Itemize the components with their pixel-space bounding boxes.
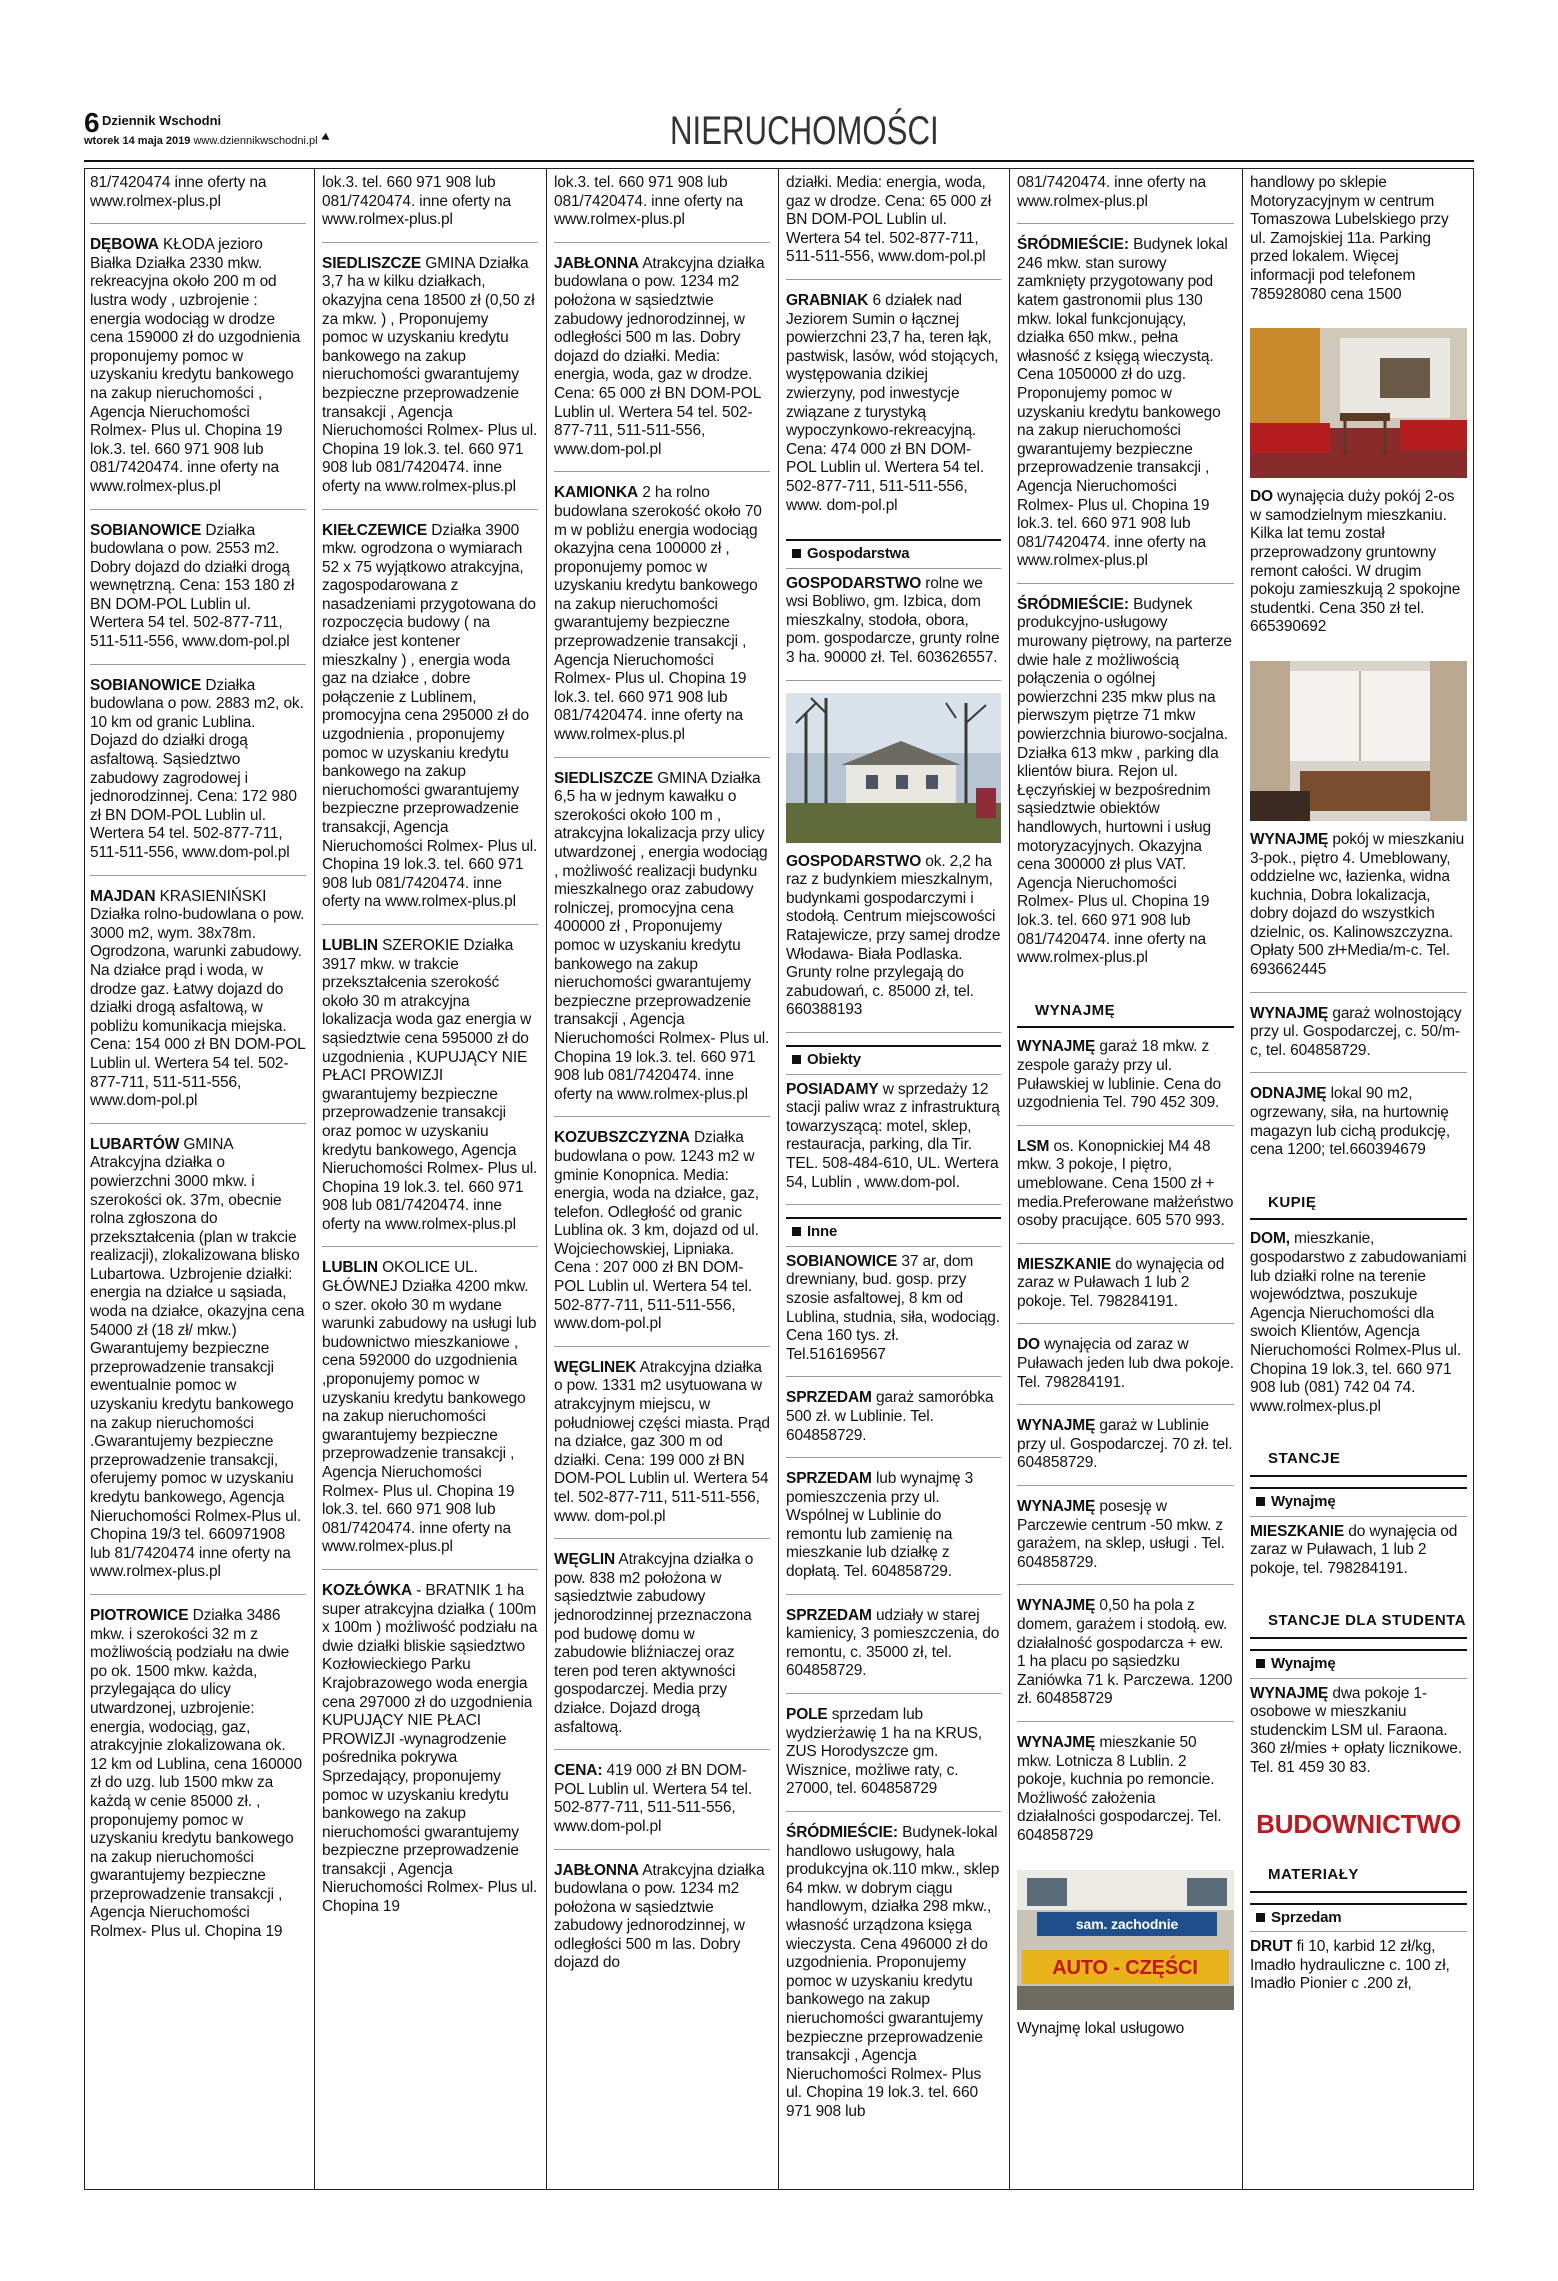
ad-keyword: SPRZEDAM xyxy=(786,1606,872,1624)
classified-ad xyxy=(1250,1523,1467,1591)
category-sprzedam: Sprzedam xyxy=(1250,1903,1467,1933)
farmhouse-photo xyxy=(786,693,1001,843)
category-inne: Inne xyxy=(786,1217,1001,1247)
ad-keyword: CENA: xyxy=(554,1762,603,1780)
classified-ad xyxy=(1250,1005,1467,1074)
ad-keyword: KAMIONKA xyxy=(554,484,639,502)
ad-text: Działka budowlana o pow. 2553 m2. Dobry dojazd do działki drogą wewnętrzną. Cena: 153 180 zł BN DOM-POL Lublin ul. Wertera 54 tel. 502-877-711, 511-511-556, www.dom-pol.pl xyxy=(90,521,295,651)
ad-keyword: WYNAJMĘ xyxy=(1250,1004,1329,1022)
section-stancje-dla-studenta: STANCJE DLA STUDENTA xyxy=(1250,1610,1467,1639)
ad-text: działki. Media: energia, woda, gaz w drodze. Cena: 65 000 zł BN DOM-POL Lublin ul. Wertera 54 tel. 502-877-711, 511-511-556, www.dom-pol.pl xyxy=(786,174,992,266)
photo-caption: Wynajmę lokal usługowo xyxy=(1017,2019,1185,2037)
classified-ad xyxy=(1250,1230,1467,1428)
column-divider xyxy=(546,168,547,2190)
category-wynajme: Wynajmę xyxy=(1250,1487,1467,1517)
column-5 xyxy=(1017,174,1234,2184)
ad-keyword: SOBIANOWICE xyxy=(90,676,202,694)
ad-text: garaż w Lublinie przy ul. Gospodarczej. 70 zł. tel. 604858729. xyxy=(1017,1417,1233,1472)
ad-gospodarstwo-2 xyxy=(786,853,1001,1033)
classified-ad xyxy=(554,770,770,1118)
ad-text: 419 000 zł BN DOM-POL Lublin ul. Wertera 54 tel. 502-877-711, 511-511-556, www.dom-pol.pl xyxy=(554,1762,752,1835)
ad-keyword: KOZUBSZCZYZNA xyxy=(554,1129,690,1147)
ad-keyword: WYNAJMĘ xyxy=(1017,1733,1096,1751)
ad-text: 0,50 ha pola z domem, garażem i stodołą. ew. działalność gospodarcza + ew. 1 ha placu po sąsiedzku Zaniówka 71 k. Parczewa. 1200 zł. 604858729 xyxy=(1017,1597,1233,1708)
classified-ad xyxy=(90,522,306,665)
classified-ad xyxy=(322,1259,538,1570)
ad-keyword: MIESZKANIE xyxy=(1017,1255,1112,1273)
ad-keyword: WYNAJMĘ xyxy=(1017,1417,1096,1435)
classified-ad xyxy=(554,484,770,757)
classified-ad xyxy=(786,1470,1001,1595)
ads-list xyxy=(1017,1038,1234,1857)
classified-ad xyxy=(1017,1417,1234,1486)
ad-keyword: MIESZKANIE xyxy=(1250,1522,1345,1540)
ad-keyword: GOSPODARSTWO xyxy=(786,574,922,592)
ad-keyword: JABŁONNA xyxy=(554,254,639,272)
classified-ad xyxy=(1017,1256,1234,1325)
classified-ad xyxy=(786,292,1001,527)
ad-keyword: ODNAJMĘ xyxy=(1250,1085,1327,1103)
column-divider xyxy=(314,168,315,2190)
classified-ad xyxy=(1250,488,1467,649)
ad-text: dwa pokoje 1-osobowe w mieszkaniu studenckim LSM ul. Faraona. 360 zł/mies + opłaty licznikowe. Tel. 81 459 30 83. xyxy=(1250,1684,1462,1776)
ad-text: wynajęcia duży pokój 2-os w samodzielnym mieszkaniu. Kilka lat temu został przeprowadzony gruntowny remont całości. W drugim pokoju zamieszkują 2 spokojne studentki. Cena 350 zł tel. 665390692 xyxy=(1250,488,1461,636)
shop-sign-top: sam. zachodnie xyxy=(1075,1915,1179,1932)
ad-keyword: POLE xyxy=(786,1706,828,1724)
ad-text: GMINA Atrakcyjna działka o powierzchni 3000 mkw. i szerokości ok. 37m, obecnie rolna zgłoszona do przekształcenia (plan w trakcie realizacji), zlokalizowana blisko Lubartowa. Uzbrojenie działki: energia na działce u sąsiada, woda na działce, okazyjna cena 54000 zł (18 zł/ mkw.) Gwarantujemy bezpieczne przeprowadzenie transakcji ewentualnie pomoc w uzyskaniu kredytu bankowego na zakup nieruchomości .Gwarantujemy bezpieczne przeprowadzenie transakcji, oferujemy pomoc w uzyskaniu kredytu bankowego, Agencja Nieruchomości Rolmex-Plus ul. Chopina 19/3 tel. 660971908 lub 81/7420474 inne oferty na www.rolmex-plus.pl xyxy=(90,1135,305,1581)
header-rule xyxy=(84,160,1474,162)
shop-sign-main: AUTO - CZĘŚCI xyxy=(1052,1956,1198,1979)
ad-text: 081/7420474. inne oferty na www.rolmex-plus.pl xyxy=(1017,174,1206,210)
ad-text: udziały w starej kamienicy, 3 pomieszczenia, do remontu, c. 35000 zł, tel. 604858729. xyxy=(786,1606,1000,1680)
classified-ad xyxy=(1017,1038,1234,1125)
ad-text: Działka budowlana o pow. 1243 m2 w gminie Konopnica. Media: energia, woda na działce, gaz, telefon. Odległość od granic Lublina ok. 3 km, dojazd od ul. Wojciechowskiej, Lipniaka. Cena : 207 000 zł BN DOM-POL Lublin ul. Wertera 54 tel. 502-877-711, 511-511-556, www.dom-pol.pl xyxy=(554,1129,759,1333)
page-number: 6 xyxy=(84,107,100,138)
ad-text: GMINA Działka 6,5 ha w jednym kawałku o szerokości około 100 m , atrakcyjna lokalizacja przy ulicy utwardzonej , energia wodociąg , możliwość realizacji budynku mieszkalnego oraz zabudowy rolniczej, promocyjna cena 400000 zł , Proponujemy pomoc w uzyskaniu kredytu bankowego na zakup nieruchomości gwarantujemy bezpieczne przeprowadzenie transakcji , Agencja Nieruchomości Rolmex- Plus ul. Chopina 19 lok.3. tel. 660 971 908 lub 081/7420474. inne oferty na www.rolmex-plus.pl xyxy=(554,769,770,1103)
issue-date: wtorek 14 maja 2019 xyxy=(84,135,191,147)
ad-keyword: JABŁONNA xyxy=(554,1861,639,1879)
ad-keyword: POSIADAMY xyxy=(786,1080,879,1098)
ads-list xyxy=(786,174,1001,527)
ad-keyword: LUBLIN xyxy=(322,936,378,954)
ad-keyword: WĘGLIN xyxy=(554,1551,616,1569)
classified-ad xyxy=(1250,174,1467,316)
website-link[interactable]: www.dziennikwschodni.pl xyxy=(193,135,318,147)
ad-text: mieszkanie 50 mkw. Lotnicza 8 Lublin. 2 pokoje, kuchnia po remoncie. Możliwość założenia działalności gospodarczej. Tel. 604858729 xyxy=(1017,1733,1222,1844)
classified-ad xyxy=(322,937,538,1248)
ad-keyword: ŚRÓDMIEŚCIE: xyxy=(1017,595,1129,613)
ad-text: garaż samoróbka 500 zł. w Lublinie. Tel. 604858729. xyxy=(786,1389,994,1444)
ad-text: do wynajęcia od zaraz w Puławach 1 lub 2 pokoje. Tel. 798284191. xyxy=(1017,1255,1225,1310)
ad-text: SZEROKIE Działka 3917 mkw. w trakcie przekształcenia szerokość około 30 m atrakcyjna lokalizacja woda gaz energia w sąsiedztwie cena 595000 zł do uzgodnienia , KUPUJĄCY NIE PŁACI PROWIZJI gwarantujemy bezpieczne przeprowadzenie transakcji oraz pomoc w uzyskaniu kredytu bankowego, Agencja Nieruchomości Rolmex- Plus ul. Chopina 19 lok.3. tel. 660 971 908 lub 081/7420474. inne oferty na www.rolmex-plus.pl xyxy=(322,936,538,1233)
newspaper-brand: Dziennik Wschodni xyxy=(102,113,222,128)
section-title: NIERUCHOMOŚCI xyxy=(670,109,939,153)
ad-keyword: WYNAJMĘ xyxy=(1250,1684,1329,1702)
ad-keyword: SPRZEDAM xyxy=(786,1389,872,1407)
ad-keyword: GOSPODARSTWO xyxy=(786,852,922,870)
classified-ad xyxy=(1017,236,1234,584)
ad-text: 2 ha rolno budowlana szerokość około 70 m w pobliżu energia wodociąg okazyjna cena 100000 zł , proponujemy pomoc w uzyskaniu kredytu bankowego na zakup nieruchomości gwarantujemy bezpieczne przeprowadzenie transakcji , Agencja Nieruchomości Rolmex- Plus ul. Chopina 19 lok.3. tel. 660 971 908 lub 081/7420474. inne oferty na www.rolmex-plus.pl xyxy=(554,484,762,744)
ad-obiekty xyxy=(786,1081,1001,1206)
ad-text: mieszkanie, gospodarstwo z zabudowaniami lub działki rolne na terenie województwa, poszukuje Agencja Nieruchomości dla swoich Klientów, Agencja Nieruchomości Rolmex-Plus ul. Chopina 19 lok.3, tel. 660 971 908 lub (081) 742 04 74. www.rolmex-plus.pl xyxy=(1250,1230,1467,1415)
ad-keyword: ŚRÓDMIEŚCIE: xyxy=(786,1824,898,1841)
classified-ad xyxy=(554,1862,770,1986)
ad-gospodarstwo-1 xyxy=(786,575,1001,681)
ad-text: 6 działek nad Jeziorem Sumin o łącznej powierzchni 23,7 ha, teren łąk, pastwisk, lasów, wód stojących, występowania dzikiej zwierzyny, pod inwestycje związane z turystyką wypoczynkowo-rekreacyjną. Cena: 474 000 zł BN DOM-POL Lublin ul. Wertera 54 tel. 502-877-711, 511-511-556, www. dom-pol.pl xyxy=(786,291,999,514)
ad-text: Atrakcyjna działka budowlana o pow. 1234 m2 położona w sąsiedztwie zabudowy jednorodzinnej, w odległości 500 m las. Dobry dojazd do działki. Media: energia, woda, gaz w drodze. Cena: 65 000 zł BN DOM-POL Lublin ul. Wertera 54 tel. 502-877-711, 511-511-556, www.dom-pol.pl xyxy=(554,254,765,458)
classified-ad xyxy=(1017,1734,1234,1858)
column-4 xyxy=(786,174,1001,2184)
ad-text: garaż 18 mkw. z zespole garaży przy ul. Puławskiej w lublinie. Cena do uzgodnienia Tel. 790 452 309. xyxy=(1017,1038,1222,1112)
category-obiekty: Obiekty xyxy=(786,1045,1001,1075)
ad-keyword: DO xyxy=(1017,1336,1040,1354)
column-1 xyxy=(90,174,306,2184)
ad-keyword: DO xyxy=(1250,488,1273,506)
classified-ad xyxy=(322,174,538,243)
classified-ad xyxy=(1250,1938,1467,2006)
ad-text: lok.3. tel. 660 971 908 lub 081/7420474. inne oferty na www.rolmex-plus.pl xyxy=(554,174,743,229)
column-3 xyxy=(554,174,770,2184)
ad-text: sprzedam lub wydzierżawię 1 ha na KRUS, ZUS Horodyszcze gm. Wisznice, możliwe raty, c. 27000, tel. 604858729 xyxy=(786,1706,982,1798)
ad-keyword: SOBIANOWICE xyxy=(90,521,202,539)
classified-ad xyxy=(90,677,306,876)
section-kupie: KUPIĘ xyxy=(1250,1192,1467,1221)
ads-list xyxy=(1250,488,1467,649)
ad-text: lub wynajmę 3 pomieszczenia przy ul. Wspólnej w Lublinie do remontu lub zamienię na mieszkanie lub działkę z dopłatą. Tel. 604858729. xyxy=(786,1470,974,1581)
classified-ad xyxy=(322,1582,538,1929)
ads-list xyxy=(1250,831,1467,1172)
classified-ad xyxy=(1017,174,1234,224)
ad-keyword: SPRZEDAM xyxy=(786,1470,872,1488)
ad-text: pokój w mieszkaniu 3-pok., piętro 4. Umeblowany, oddzielne wc, łazienka, widna kuchnia, Dobra lokalizacja, dobry dojazd do wszystkich dzielnic, os. Kalinowszczyzna. Opłaty 500 zł+Media/m-c. Tel. 693662445 xyxy=(1250,830,1465,979)
ad-text: rolne we wsi Bobliwo, gm. Izbica, dom mieszkalny, stodoła, obora, pom. gospodarcze, grunty rolne 3 ha. 90000 zł. Tel. 603626557. xyxy=(786,574,1000,667)
cursor-icon xyxy=(321,133,331,144)
ad-text: posesję w Parczewie centrum -50 mkw. z garażem, na sklep, usługi . Tel. 604858729. xyxy=(1017,1498,1225,1571)
ad-keyword: SIEDLISZCZE xyxy=(322,254,422,272)
ad-text: OKOLICE UL. GŁÓWNEJ Działka 4200 mkw. o szer. około 30 m wydane warunki zabudowy na usługi lub budownictwo mieszkaniowe , cena 592000 do uzgodnienia ,proponujemy pomoc w uzyskaniu kredytu bankowego na zakup nieruchomości gwarantujemy bezpieczne przeprowadzenie transakcji , Agencja Nieruchomości Rolmex- Plus ul. Chopina 19 lok.3. tel. 660 971 908 lub 081/7420474. inne oferty na www.rolmex-plus.pl xyxy=(322,1259,537,1556)
ad-text: do wynajęcia od zaraz w Puławach, 1 lub 2 pokoje, tel. 798284191. xyxy=(1250,1522,1458,1577)
ads-list xyxy=(554,174,770,1985)
ad-text: lok.3. tel. 660 971 908 lub 081/7420474. inne oferty na www.rolmex-plus.pl xyxy=(322,174,511,229)
ads-list xyxy=(1250,1685,1467,1790)
ad-text: fi 10, karbid 12 zł/kg, Imadło hydrauliczne c. 100 zł, Imadło Pionier c .200 zł, xyxy=(1250,1938,1450,1993)
ad-keyword: WYNAJMĘ xyxy=(1017,1038,1096,1056)
ad-text: 37 ar, dom drewniany, bud. gosp. przy szosie asfaltowej, 8 km od Lublina, studnia, siła, wodociąg. Cena 160 tys. zł. Tel.516169567 xyxy=(786,1252,1000,1363)
classified-ad xyxy=(322,255,538,510)
column-divider xyxy=(778,168,779,2190)
ad-text: handlowy po sklepie Motoryzacyjnym w centrum Tomaszowa Lubelskiego przy ul. Zamojskiej 11a. Parking przed lokalem. Więcej informacji pod telefonem 785928080 cena 1500 xyxy=(1250,174,1449,303)
ad-text: Działka budowlana o pow. 2883 m2, ok. 10 km od granic Lublina. Dojazd do działki drogą asfaltową. Sąsiedztwo zabudowy zagrodowej i jednorodzinnej. Cena: 172 980 zł BN DOM-POL Lublin ul. Wertera 54 tel. 502-877-711, 511-511-556, www.dom-pol.pl xyxy=(90,676,304,861)
ads-list xyxy=(1250,1230,1467,1428)
ad-keyword: WYNAJMĘ xyxy=(1017,1597,1096,1615)
ads-list xyxy=(90,174,306,1954)
room-photo-1 xyxy=(1250,328,1467,478)
category-wynajme-studenci: Wynajmę xyxy=(1250,1649,1467,1679)
ad-keyword: LSM xyxy=(1017,1137,1050,1155)
ad-keyword: DOM, xyxy=(1250,1230,1290,1248)
ad-text: garaż wolnostojący przy ul. Gospodarczej, c. 50/m-c, tel. 604858729. xyxy=(1250,1004,1462,1059)
classified-ad xyxy=(786,1253,1001,1378)
classified-ad xyxy=(786,174,1001,280)
ads-list xyxy=(322,174,538,1929)
section-budownictwo: BUDOWNICTWO xyxy=(1256,1809,1461,1840)
classified-ad xyxy=(554,1359,770,1539)
ad-text: wynajęcia od zaraz w Puławach jeden lub dwa pokoje. Tel. 798284191. xyxy=(1017,1336,1234,1391)
ad-keyword: PIOTROWICE xyxy=(90,1606,189,1624)
ad-text: Atrakcyjna działka o pow. 1331 m2 usytuowana w atrakcyjnym miejscu, w południowej części miasta. Prąd na działce, gaz 300 m od działki. Cena: 199 000 zł BN DOM-POL Lublin ul. Wertera 54 tel. 502-877-711, 511-511-556, www. dom-pol.pl xyxy=(554,1358,770,1525)
classified-ad xyxy=(1250,831,1467,993)
classified-ad xyxy=(1017,1138,1234,1244)
ad-text: GMINA Działka 3,7 ha w kilku działkach, okazyjna cena 18500 zł (0,50 zł za mkw. ) , Proponujemy pomoc w uzyskaniu kredytu bankowego na zakup nieruchomości gwarantujemy bezpieczne przeprowadzenie transakcji , Agencja Nieruchomości Rolmex- Plus ul. Chopina 19 lok.3. tel. 660 971 908 lub 081/7420474. inne oferty na www.rolmex-plus.pl xyxy=(322,254,538,495)
ad-keyword: KOZŁÓWKA xyxy=(322,1581,413,1599)
classified-ad xyxy=(1017,1597,1234,1722)
category-gospodarstwa: Gospodarstwa xyxy=(786,539,1001,569)
classified-ad xyxy=(90,174,306,224)
issue-date-line xyxy=(84,135,318,147)
ad-text: Atrakcyjna działka o pow. 838 m2 położona w sąsiedztwie zabudowy jednorodzinnej przeznaczona pod budowę domu w zabudowie bliźniaczej oraz teren pod teren aktywności gospodarczej. Media przy działce. Dojazd drogą asfaltową. xyxy=(554,1551,754,1736)
ads-list xyxy=(786,1253,1001,2134)
ad-text: Budynek-lokal handlowo usługowy, hala produkcyjna ok.110 mkw., sklep 64 mkw. w dobrym ciągu handlowym, działka 298 mkw., własność urządzona księga wieczysta. Cena 496000 zł do uzgodnienia. Proponujemy pomoc w uzyskaniu kredytu bankowego na zakup nieruchomości gwarantujemy bezpieczne przeprowadzenie transakcji , Agencja Nieruchomości Rolmex- Plus ul. Chopina 19 lok.3. tel. 660 971 908 lub xyxy=(786,1824,1000,2120)
column-2 xyxy=(322,174,538,2184)
classified-ad xyxy=(1250,1685,1467,1790)
section-wynajme: WYNAJMĘ xyxy=(1017,1000,1234,1029)
classified-ad xyxy=(1250,1085,1467,1171)
classified-ad xyxy=(554,1551,770,1750)
ad-text: os. Konopnickiej M4 48 mkw. 3 pokoje, I piętro, umeblowane. Cena 1500 zł + media.Preferowane małżeństwo osoby pracujące. 605 570 993. xyxy=(1017,1137,1234,1230)
classified-ad xyxy=(786,1824,1001,2134)
classified-ad xyxy=(1017,1336,1234,1405)
ad-text: - BRATNIK 1 ha super atrakcyjna działka ( 100m x 100m ) możliwość podziału na dwie działki bliskie sąsiedztwo Kozłowieckiego Parku Krajobrazowego woda energia cena 297000 zł do uzgodnienia KUPUJĄCY NIE PŁACI PROWIZJI -wynagrodzenie pośrednika pokrywa Sprzedający, proponujemy pomoc w uzyskaniu kredytu bankowego na zakup nieruchomości gwarantujemy bezpieczne przeprowadzenie transakcji , Agencja Nieruchomości Rolmex- Plus ul. Chopina 19 xyxy=(322,1581,538,1916)
ad-text: KŁODA jezioro Białka Działka 2330 mkw. rekreacyjna około 200 m od lustra wody , uzbrojenie : energia wodociąg w drodze cena 159000 zł do uzgodnienia proponujemy pomoc w uzyskaniu kredytu bankowego na zakup nieruchomości , Agencja Nieruchomości Rolmex- Plus ul. Chopina 19 lok.3. tel. 660 971 908 lub 081/7420474. inne oferty na www.rolmex-plus.pl xyxy=(90,236,301,495)
ad-text: KRASIENIŃSKI Działka rolno-budowlana o pow. 3000 m2, wym. 38x78m. Ogrodzona, warunki zabudowy. Na działce prąd i woda, w drodze gaz. Łatwy dojazd do działki drogą asfaltową, w pobliżu komunikacja miejska. Cena: 154 000 zł BN DOM-POL Lublin ul. Wertera 54 tel. 502-877-711, 511-511-556, www.dom-pol.pl xyxy=(90,887,306,1110)
ad-text: Działka 3486 mkw. i szerokości 32 m z możliwością podziału na dwie po ok. 1500 mkw. każda, przylegająca do ulicy utwardzonej, uzbrojenie: energia, wodociąg, gaz, atrakcyjnie zlokalizowana ok. 12 km od Lublina, cena 160000 zł do uzg. lub 1500 mkw za każdą w cenie 85000 zł. , proponujemy pomoc w uzyskaniu kredytu bankowego na zakup nieruchomości gwarantujemy bezpieczne przeprowadzenie transakcji , Agencja Nieruchomości Rolmex- Plus ul. Chopina 19 xyxy=(90,1606,302,1941)
ad-text: lokal 90 m2, ogrzewany, siła, na hurtownię magazyn lub cichą produkcję, cena 1200; tel.660394679 xyxy=(1250,1085,1450,1159)
ad-text: w sprzedaży 12 stacji paliw wraz z infrastrukturą towarzyszącą: motel, sklep, restauracja, parking, dla Tir. TEL. 508-484-610, UL. Wertera 54, Lublin , www.dom-pol. xyxy=(786,1080,1000,1191)
ad-keyword: DRUT xyxy=(1250,1938,1293,1956)
shop-photo xyxy=(1017,1870,1234,2010)
classified-ad xyxy=(786,1706,1001,1812)
ads-list xyxy=(1017,174,1234,980)
ad-keyword: SIEDLISZCZE xyxy=(554,769,654,787)
room-photo-2 xyxy=(1250,661,1467,821)
classified-ad xyxy=(786,1389,1001,1458)
ad-text: Budynek lokal 246 mkw. stan surowy zamknięty przygotowany pod katem gastronomii plus 130 mkw. lokal funkcjonujący, działka 650 mkw., pełna własność z księgą wieczystą. Cena 1050000 zł do uzg. Proponujemy pomoc w uzyskaniu kredytu bankowego na zakup nieruchomości gwarantujemy bezpieczne przeprowadzenie transakcji , Agencja Nieruchomości Rolmex- Plus ul. Chopina 19 lok.3. tel. 660 971 908 lub 081/7420474. inne oferty na www.rolmex-plus.pl xyxy=(1017,236,1228,570)
ad-keyword: ŚRÓDMIEŚCIE: xyxy=(1017,236,1129,254)
ad-text: Budynek produkcyjno-usługowy murowany piętrowy, na parterze dwie hale z możliwością połączenia o ogólnej powierzchni 235 mkw plus na pierwszym piętrze 71 mkw powierzchnia biurowo-socjalna. Działka 613 mkw , parking dla klientów biura. Rejon ul. Łęczyńskiej w bezpośrednim sąsiedztwie obiektów handlowych, hurtowni i usług motoryzacyjnych. Okazyjna cena 300000 zł plus VAT. Agencja Nieruchomości Rolmex- Plus ul. Chopina 19 lok.3. tel. 660 971 908 lub 081/7420474. inne oferty na www.rolmex-plus.pl xyxy=(1017,595,1232,967)
ad-keyword: GRABNIAK xyxy=(786,291,869,309)
ad-text: 81/7420474 inne oferty na www.rolmex-plus.pl xyxy=(90,174,267,210)
ad-text: Działka 3900 mkw. ogrodzona o wymiarach 52 x 75 wyjątkowo atrakcyjna, zagospodarowana z nasadzeniami przygotowana do rozpoczęcia budowy ( na działce jest kontener mieszkalny ) , energia woda gaz na działce , dobre połączenie z Lublinem, promocyjna cena 295000 zł do uzgodnienia , proponujemy pomoc w uzyskaniu kredytu bankowego na zakup nieruchomości gwarantujemy bezpieczne przeprowadzenie transakcji, Agencja Nieruchomości Rolmex- Plus ul. Chopina 19 lok.3. tel. 660 971 908 lub 081/7420474. inne oferty na www.rolmex-plus.pl xyxy=(322,521,538,911)
ads-list xyxy=(1250,174,1467,316)
classified-ad xyxy=(786,1607,1001,1694)
ad-keyword: LUBLIN xyxy=(322,1259,378,1277)
column-divider xyxy=(1009,168,1010,2190)
section-stancje: STANCJE xyxy=(1250,1448,1467,1477)
column-6 xyxy=(1250,174,1467,2184)
classified-ad xyxy=(554,174,770,243)
ad-keyword: DĘBOWA xyxy=(90,236,159,254)
ads-list xyxy=(1250,1938,1467,2006)
classified-ad xyxy=(554,255,770,473)
classified-ad xyxy=(1017,596,1234,980)
ad-text: ok. 2,2 ha raz z budynkiem mieszkalnym, budynkami gospodarczymi i stodołą. Centrum miejscowości Ratajewicze, przy samej drodze Włodawa- Biała Podlaska. Grunty rolne przylegają do zabudowań, c. 85000 zł, tel. 660388193 xyxy=(786,852,1001,1019)
ad-keyword: LUBARTÓW xyxy=(90,1135,180,1153)
ad-keyword: KIEŁCZEWICE xyxy=(322,521,428,539)
ad-text: Atrakcyjna działka budowlana o pow. 1234 m2 położona w sąsiedztwie zabudowy jednorodzinnej, w odległości 500 m las. Dobry dojazd do xyxy=(554,1861,765,1972)
classified-ad xyxy=(554,1129,770,1347)
ad-keyword: MAJDAN xyxy=(90,887,156,905)
classified-ad xyxy=(554,1762,770,1849)
classified-ad xyxy=(1017,1498,1234,1585)
ad-keyword: WYNAJMĘ xyxy=(1250,830,1329,848)
ad-keyword: SOBIANOWICE xyxy=(786,1252,898,1270)
ad-keyword: WYNAJMĘ xyxy=(1017,1498,1096,1516)
classified-ad xyxy=(90,888,306,1124)
section-materialy: MATERIAŁY xyxy=(1250,1864,1467,1893)
classified-ad xyxy=(322,522,538,925)
column-divider xyxy=(1242,168,1243,2190)
ad-keyword: WĘGLINEK xyxy=(554,1358,637,1376)
ads-list xyxy=(1250,1523,1467,1591)
classified-ad xyxy=(90,1607,306,1954)
classified-ad xyxy=(90,1136,306,1595)
classified-ad xyxy=(90,236,306,509)
